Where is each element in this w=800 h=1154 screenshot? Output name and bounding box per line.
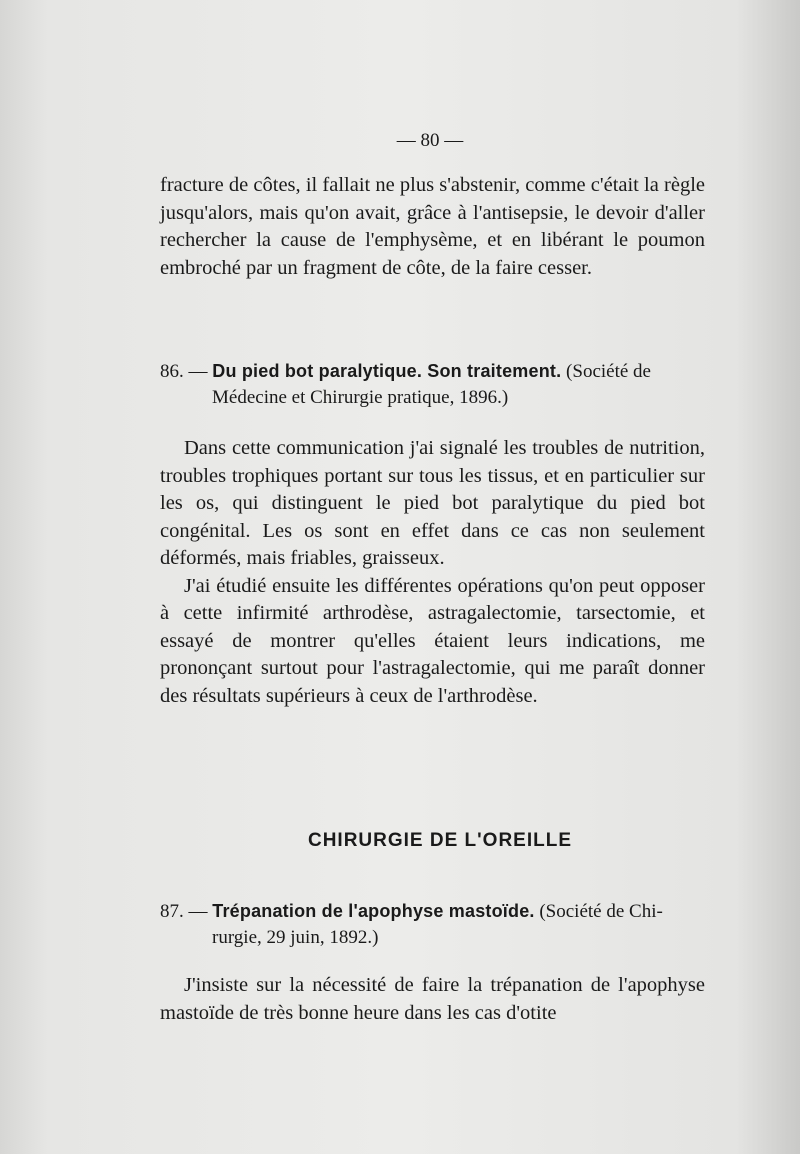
- entry-86-paragraph-2: J'ai étudié ensuite les différentes opérations qu'on peut opposer à cette infirmité arthrodèse, astragalectomie, tarsectomie, et essayé de montrer qu'elles étaient leurs indications, me prononçant surtout pour l'astragalectomie, qui me paraît donner des résultats supérieurs à ceux de l'arthrodèse.: [160, 574, 705, 707]
- section-heading: CHIRURGIE DE L'OREILLE: [307, 830, 573, 851]
- entry-86-line1: [160, 358, 705, 385]
- entry-86-source-line1: (Société de: [566, 361, 651, 382]
- intro-paragraph: fracture de côtes, il fallait ne plus s'abstenir, comme c'était la règle jusqu'alors, mais qu'on avait, grâce à l'antisepsie, le devoir d'aller rechercher la cause de l'emphysème, et en libérant le poumon embroché par un fragment de côte, de la faire cesser.: [160, 174, 705, 279]
- entry-86-body: [160, 435, 705, 710]
- entry-87-line1: [160, 898, 705, 925]
- entry-87: [160, 898, 705, 951]
- entry-87-source-line2: rurgie, 29 juin, 1892.): [212, 927, 379, 948]
- entry-86-number: 86. —: [160, 361, 208, 382]
- entry-87-paragraph: J'insiste sur la nécessité de faire la trépanation de l'apophyse mastoïde de très bonne heure dans les cas d'otite: [160, 974, 705, 1024]
- entry-87-body: [160, 972, 705, 1027]
- entry-87-number: 87. —: [160, 901, 208, 922]
- intro-paragraph-block: [160, 172, 705, 282]
- entry-87-title: Trépanation de l'apophyse mastoïde.: [212, 901, 535, 921]
- entry-86: [160, 358, 705, 411]
- entry-86-paragraph-1: Dans cette communication j'ai signalé les troubles de nutrition, troubles trophiques portant sur tous les tissus, et en particulier sur les os, qui distinguent le pied bot paralytique du pied bot congénital. Les os sont en effet dans ce cas non seulement déformés, mais friables, graisseux.: [160, 437, 705, 569]
- entry-86-title: Du pied bot paralytique. Son traitement.: [212, 361, 562, 381]
- page-number: — 80 —: [396, 130, 464, 151]
- entry-87-source-line1: (Société de Chi-: [539, 901, 663, 922]
- entry-86-source-line2: Médecine et Chirurgie pratique, 1896.): [212, 387, 509, 408]
